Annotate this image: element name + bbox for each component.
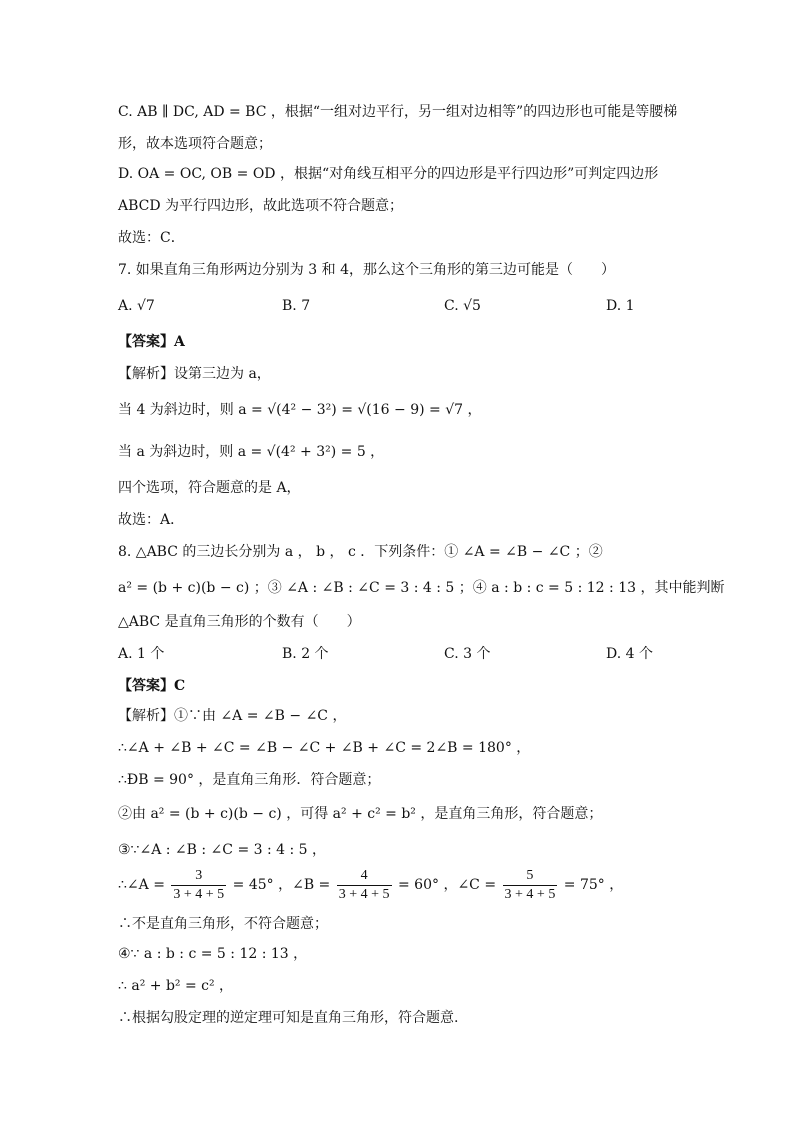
frac-line-text-c: = 60° ，∠C = [398,877,497,893]
explanation-8-line8: ④∵ a : b : c = 5 : 12 : 13 ， [118,946,308,962]
explanation-8-line4: ②由 a² = (b + c)(b − c) ，可得 a² + c² = b² ，是直角三角形，符合题意； [118,806,603,822]
q8-option-b: B. 2 个 [282,646,329,662]
explanation-8-line3: ∴ÐB = 90° ，是直角三角形．符合题意； [118,772,381,788]
fraction-angle-b [337,867,392,904]
explanation-8-line1: 【解析】①∵由 ∠A = ∠B − ∠C ， [118,708,347,724]
q7-option-d: D. 1 [606,298,635,314]
q8-option-d: D. 4 个 [606,646,653,662]
answer-8: 【答案】C [118,678,186,694]
fraction-angle-c [503,867,558,904]
fraction-b-numerator: 4 [337,867,392,886]
selection-line-2: 故选：A． [118,512,185,528]
explanation-7-intro: 【解析】设第三边为 a， [118,366,271,382]
frac-line-text-a: ∴∠A = [118,877,165,893]
question-8-line3: △ABC 是直角三角形的个数有（ ） [118,614,361,630]
option-c-explanation-line1: C. AB ∥ DC, AD = BC ，根据“一组对边平行，另一组对边相等”的四边形也可能是等腰梯 [118,104,678,120]
fraction-c-numerator: 5 [503,867,558,886]
explanation-7-conclusion: 四个选项，符合题意的是 A， [118,480,301,496]
fraction-a-denominator: 3 + 4 + 5 [173,886,225,902]
option-d-explanation-line1: D. OA = OC, OB = OD ，根据“对角线互相平分的四边形是平行四边形”可判定四边形 [118,166,659,182]
explanation-8-line2: ∴∠A + ∠B + ∠C = ∠B − ∠C + ∠B + ∠C = 2∠B = 180° ， [118,740,531,756]
answer-7: 【答案】A [118,334,185,350]
fraction-c-denominator: 3 + 4 + 5 [504,886,556,902]
explanation-8-line9: ∴ a² + b² = c² ， [118,978,234,994]
question-8-line1: 8. △ABC 的三边长分别为 a ， b ， c ．下列条件：① ∠A = ∠B − ∠C ；② [118,544,603,560]
explanation-8-fractions-line [118,866,694,904]
q7-option-c: C. √5 [444,298,481,314]
explanation-8-line10: ∴根据勾股定理的逆定理可知是直角三角形，符合题意. [118,1010,459,1026]
question-8-line2: a² = (b + c)(b − c) ；③ ∠A : ∠B : ∠C = 3 : 4 : 5 ；④ a : b : c = 5 : 12 : 13 ，其中能判断 [118,580,725,596]
q7-option-a: A. √7 [118,298,155,314]
fraction-a-numerator: 3 [171,867,226,886]
explanation-7-case1: 当 4 为斜边时，则 a = √(4² − 3²) = √(16 − 9) = √7 ， [118,402,482,418]
q8-option-c: C. 3 个 [444,646,491,662]
explanation-8-line5: ③∵∠A : ∠B : ∠C = 3 : 4 : 5 ， [118,842,327,858]
option-d-explanation-line2: ABCD 为平行四边形，故此选项不符合题意； [118,198,404,214]
q8-option-a: A. 1 个 [118,646,165,662]
explanation-8-line7: ∴不是直角三角形，不符合题意； [118,916,328,932]
question-7: 7. 如果直角三角形两边分别为 3 和 4，那么这个三角形的第三边可能是（ ） [118,262,615,278]
frac-line-text-b: = 45° ，∠B = [232,877,331,893]
fraction-angle-a [171,867,226,904]
selection-line-1: 故选：C． [118,230,185,246]
explanation-7-case2: 当 a 为斜边时，则 a = √(4² + 3²) = 5 ， [118,444,385,460]
fraction-b-denominator: 3 + 4 + 5 [338,886,390,902]
frac-line-text-d: = 75° ， [563,877,624,893]
q7-option-b: B. 7 [282,298,311,314]
option-c-explanation-line2: 形，故本选项符合题意； [118,136,272,152]
